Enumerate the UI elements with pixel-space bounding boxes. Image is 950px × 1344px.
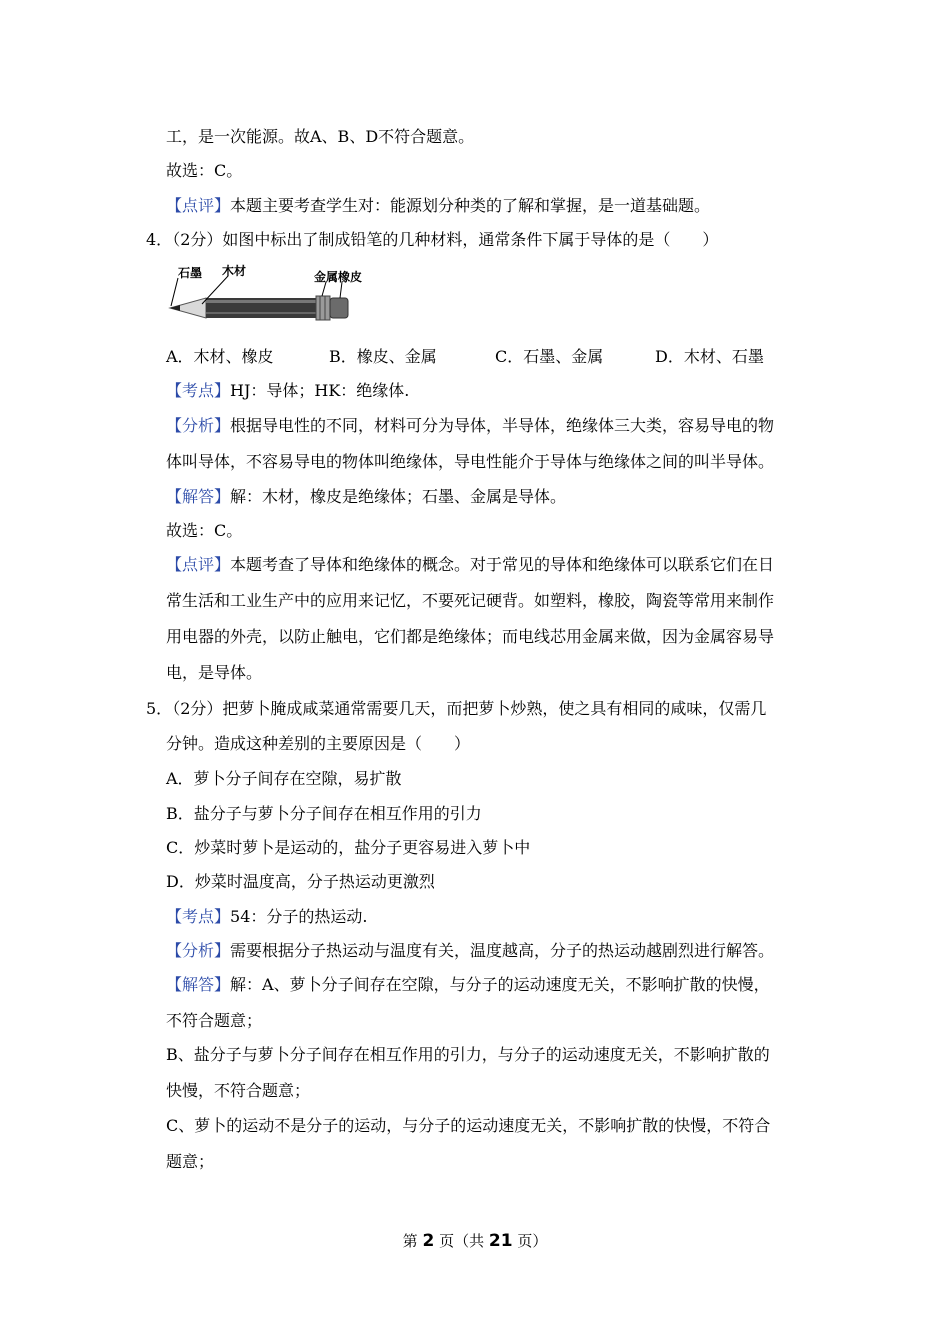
question-4-stem [146,230,718,250]
label-metal: 金属 [314,270,339,284]
option-c: C．炒菜时萝卜是运动的，盐分子更容易进入萝卜中 [166,838,531,857]
option-b: B．盐分子与萝卜分子间存在相互作用的引力 [166,804,482,823]
footer-mid: 页（共 [439,1232,485,1250]
review-line-cont: 电，是导体。 [166,663,263,682]
option-b: B．橡皮、金属 [329,347,437,366]
page-number: 2 [422,1231,435,1251]
review-tag: 【点评】 [166,555,231,574]
answer-text: 解：木材，橡皮是绝缘体；石墨、金属是导体。 [230,487,567,506]
answer-tag: 【解答】 [166,487,231,506]
question-5-stem-cont: 分钟。造成这种差别的主要原因是（ ） [166,734,471,753]
answer-line [166,487,566,507]
answer-tag: 【解答】 [166,975,231,994]
text-line: 故选：C。 [166,161,243,180]
label-graphite: 石墨 [178,266,203,280]
option-a: A．萝卜分子间存在空隙，易扩散 [166,769,402,788]
choice-line: 故选：C。 [166,521,243,540]
answer-text: 解：A、萝卜分子间存在空隙，与分子的运动速度无关，不影响扩散的快慢， [230,975,770,994]
option-a: A．木材、橡皮 [166,347,274,366]
answer-line [166,975,770,995]
analysis-line [166,941,774,961]
knowledge-text: 54：分子的热运动. [230,907,368,926]
question-number: 4． [146,230,173,249]
footer-prefix: 第 [402,1232,418,1250]
answer-line-cont: 不符合题意； [166,1011,263,1030]
page-footer [0,1230,950,1251]
option-c: C．石墨、金属 [495,347,604,366]
analysis-line-cont: 体叫导体，不容易导电的物体叫绝缘体，导电性能介于导体与绝缘体之间的叫半导体。 [166,452,775,471]
footer-suffix: 页） [517,1232,548,1250]
review-line [166,555,774,575]
answer-line-cont: 题意； [166,1152,215,1171]
review-line [166,196,710,216]
question-text: （2分）把萝卜腌成咸菜通常需要几天，而把萝卜炒熟，使之具有相同的咸味，仅需几 [172,699,767,718]
label-wood: 木材 [222,264,247,278]
analysis-tag: 【分析】 [166,941,231,960]
analysis-text: 需要根据分子热运动与温度有关，温度越高，分子的热运动越剧烈进行解答。 [230,941,775,960]
knowledge-point [166,907,367,927]
review-line-cont: 用电器的外壳，以防止触电，它们都是绝缘体；而电线芯用金属来做，因为金属容易导 [166,627,775,646]
question-5-stem [146,699,766,719]
review-line-cont: 常生活和工业生产中的应用来记忆，不要死记硬背。如塑料，橡胶，陶瓷等常用来制作 [166,591,775,610]
option-d: D．炒菜时温度高，分子热运动更激烈 [166,872,435,891]
knowledge-tag: 【考点】 [166,381,231,400]
knowledge-point [166,381,409,401]
total-pages: 21 [488,1231,513,1251]
analysis-tag: 【分析】 [166,416,231,435]
knowledge-text: HJ：导体；HK：绝缘体. [230,381,410,400]
question-text: （2分）如图中标出了制成铅笔的几种材料，通常条件下属于导体的是（ ） [172,230,719,249]
answer-line-cont: C、萝卜的运动不是分子的运动，与分子的运动速度无关，不影响扩散的快慢，不符合 [166,1116,771,1135]
option-d: D．木材、石墨 [655,347,764,366]
text-line: 工，是一次能源。故A、B、D不符合题意。 [166,127,475,146]
question-number: 5． [146,699,173,718]
analysis-text: 根据导电性的不同，材料可分为导体，半导体，绝缘体三大类，容易导电的物 [230,416,775,435]
answer-line-cont: B、盐分子与萝卜分子间存在相互作用的引力，与分子的运动速度无关，不影响扩散的 [166,1045,770,1064]
pencil-figure [166,262,363,326]
answer-line-cont: 快慢，不符合题意； [166,1081,311,1100]
knowledge-tag: 【考点】 [166,907,231,926]
analysis-line [166,416,774,436]
label-eraser: 橡皮 [338,270,363,284]
review-tag: 【点评】 [166,196,231,215]
review-text: 本题主要考查学生对：能源划分种类的了解和掌握，是一道基础题。 [230,196,711,215]
review-text: 本题考查了导体和绝缘体的概念。对于常见的导体和绝缘体可以联系它们在日 [230,555,775,574]
